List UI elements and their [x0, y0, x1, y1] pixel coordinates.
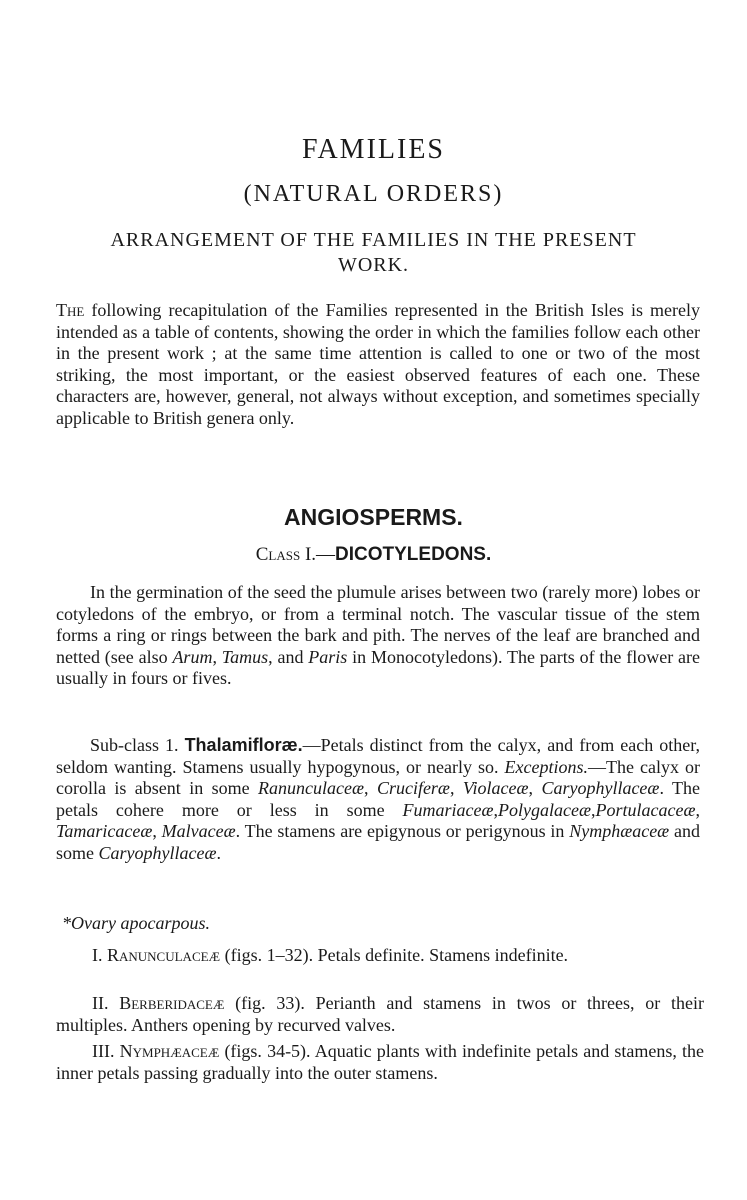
dicot-text-2: in Monocotyledons). The parts of the flower are usually in fours or fives.: [56, 646, 700, 688]
family-numeral: III.: [92, 1041, 120, 1061]
family-numeral: II.: [92, 993, 120, 1013]
family-description: (fig. 33). Perianth and stamens in twos or threes, or their multiples. Anthers opening by recurved valves.: [56, 993, 704, 1035]
class-heading: [0, 544, 747, 566]
ovary-note: *Ovary apocarpous.: [62, 913, 210, 933]
class-name: DICOTYLEDONS.: [335, 544, 492, 565]
subclass-text-5: and some: [56, 821, 700, 863]
angiosperms-heading: ANGIOSPERMS.: [284, 504, 463, 530]
subclass-text-4: . The stamens are epigynous or perigynous in: [235, 821, 570, 841]
dicot-sep-2: , and: [268, 646, 309, 667]
dicotyledons-paragraph: [56, 582, 700, 690]
family-nymphaeaceae: Nymphæaceæ: [569, 821, 670, 841]
family-portulacaceae: Portulacaceæ: [595, 799, 696, 820]
page-title: FAMILIES: [301, 134, 446, 165]
comma: ,: [528, 778, 542, 798]
dicot-sep-1: ,: [212, 646, 222, 667]
subclass-name: Thalamifloræ.: [184, 735, 303, 755]
genus-arum: Arum: [172, 646, 213, 667]
family-name: Nymphæaceæ: [119, 1041, 220, 1061]
intro-lead-word: The: [56, 300, 85, 320]
family-tamaricaceae: Tamaricaceæ: [56, 821, 153, 841]
comma: ,: [364, 778, 377, 798]
family-caryophyllaceae: Caryophyllaceæ: [541, 778, 660, 798]
subclass-paragraph: [56, 735, 700, 864]
family-polygalaceae: Polygalaceæ: [498, 799, 592, 820]
family-name: Ranunculaceæ: [107, 945, 221, 965]
comma: ,: [152, 821, 162, 841]
family-violaceae: Violaceæ: [462, 778, 529, 798]
intro-text: following recapitulation of the Families represented in the British Isles is merely intended as a table of contents, showing the order in which the families follow each other in the present work ; at the same time attention is called to one or two of the most striking, the most important, or the easiest observed features of each one. These characters are, however, general, not always without exception, and sometimes specially applicable to British genera only.: [56, 300, 700, 428]
subclass-prefix: Sub-class 1.: [90, 735, 185, 755]
subclass-text-2: —The calyx or corolla is absent in some: [56, 756, 700, 798]
family-entry: [56, 992, 704, 1036]
genus-paris: Paris: [308, 646, 348, 667]
family-entry: [56, 1040, 704, 1084]
family-fumariaceae: Fumariaceæ: [402, 799, 494, 820]
family-description: (figs. 34-5). Aquatic plants with indefinite petals and stamens, the inner petals passing gradually into the outer stamens.: [56, 1041, 705, 1083]
class-prefix: Class I.—: [255, 544, 336, 565]
family-numeral: I.: [92, 945, 107, 965]
family-ranunculaceae: Ranunculaceæ: [258, 778, 365, 798]
subclass-text-1: —Petals distinct from the calyx, and from each other, seldom wanting. Stamens usually hypogynous, or nearly so.: [56, 735, 700, 777]
comma: ,: [449, 778, 463, 798]
family-cruciferae: Cruciferæ: [376, 778, 450, 798]
intro-paragraph: [56, 300, 700, 429]
comma: ,: [591, 799, 596, 820]
genus-tamus: Tamus: [221, 646, 269, 667]
family-caryophyllaceae-2: Caryophyllaceæ: [98, 842, 217, 863]
family-malvaceae: Malvaceæ: [161, 821, 236, 841]
arrangement-heading: ARRANGEMENT OF THE FAMILIES IN THE PRESENT WORK.: [110, 229, 637, 276]
subclass-text-3: . The petals cohere more or less in some: [56, 778, 701, 820]
subclass-text-6: .: [216, 842, 221, 863]
comma: ,: [695, 799, 700, 820]
exceptions-label: Exceptions.: [504, 756, 589, 777]
family-entry: [56, 944, 704, 966]
family-name: Berberidaceæ: [119, 993, 225, 1013]
page-subtitle: (NATURAL ORDERS): [243, 181, 504, 207]
family-description: (figs. 1–32). Petals definite. Stamens indefinite.: [220, 945, 569, 965]
comma: ,: [493, 799, 499, 820]
dicot-text-1: In the germination of the seed the plumule arises between two (rarely more) lobes or cotyledons of the embryo, or from a terminal notch. The vascular tissue of the stem forms a ring or rings between the bark and pith. The nerves of the leaf are branched and netted (see also: [56, 582, 700, 667]
